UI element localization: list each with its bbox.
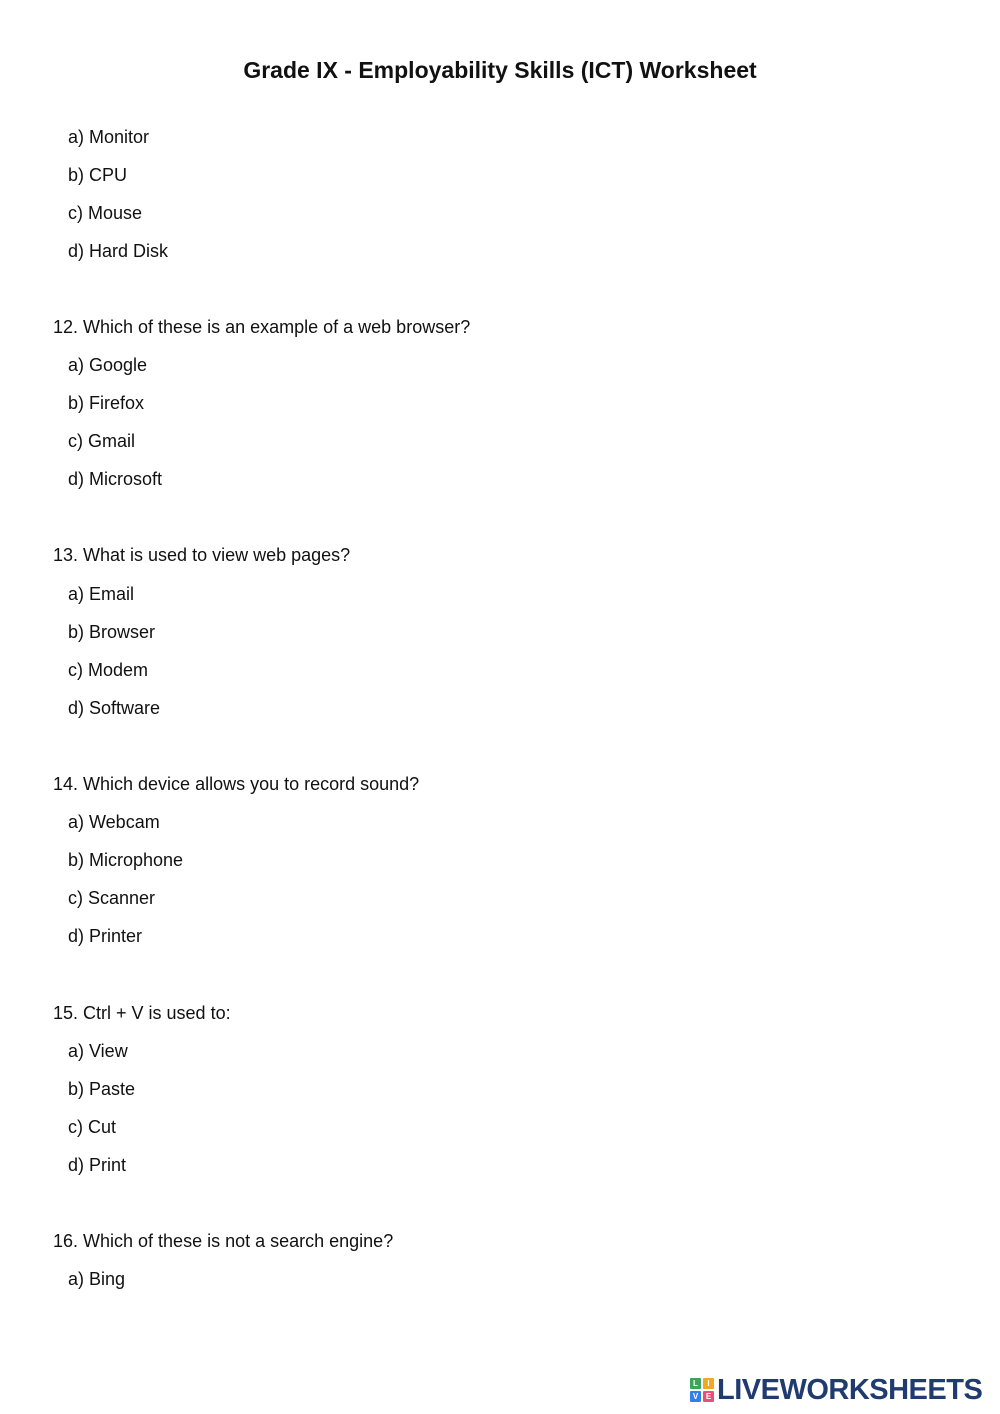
option-q16-a: a) Bing <box>68 1269 126 1289</box>
option-q12-c: c) Gmail <box>68 431 135 451</box>
option-q15-c: c) Cut <box>68 1117 117 1137</box>
question-13: 13. What is used to view web pages? <box>53 545 351 565</box>
question-14: 14. Which device allows you to record sound? <box>53 774 420 794</box>
liveworksheets-logo-icon <box>690 1378 714 1402</box>
liveworksheets-logo <box>690 1374 982 1406</box>
option-q14-b: b) Microphone <box>68 850 184 870</box>
option-q14-c: c) Scanner <box>68 888 156 908</box>
option-q13-a: a) Email <box>68 584 135 604</box>
option-q13-c: c) Modem <box>68 660 149 680</box>
option-q14-d: d) Printer <box>68 926 143 946</box>
option-q13-d: d) Software <box>68 698 161 718</box>
question-12: 12. Which of these is an example of a web browser? <box>53 317 471 337</box>
logo-mark-v: V <box>690 1391 701 1402</box>
option-q12-b: b) Firefox <box>68 393 145 413</box>
option-q15-a: a) View <box>68 1041 128 1061</box>
option-q11-a: a) Monitor <box>68 127 150 147</box>
page-title: Grade IX - Employability Skills (ICT) Worksheet <box>243 57 757 83</box>
liveworksheets-wordmark: LIVEWORKSHEETS <box>717 1373 983 1406</box>
logo-mark-e: E <box>703 1391 714 1402</box>
option-q12-a: a) Google <box>68 355 148 375</box>
option-q15-d: d) Print <box>68 1155 127 1175</box>
option-q11-d: d) Hard Disk <box>68 241 169 261</box>
option-q13-b: b) Browser <box>68 622 156 642</box>
option-q11-b: b) CPU <box>68 165 128 185</box>
option-q15-b: b) Paste <box>68 1079 136 1099</box>
logo-mark-i: I <box>703 1378 714 1389</box>
logo-mark-l: L <box>690 1378 701 1389</box>
option-q11-c: c) Mouse <box>68 203 143 223</box>
question-16: 16. Which of these is not a search engine? <box>53 1231 394 1251</box>
option-q12-d: d) Microsoft <box>68 469 163 489</box>
option-q14-a: a) Webcam <box>68 812 160 832</box>
question-15: 15. Ctrl + V is used to: <box>53 1003 231 1023</box>
